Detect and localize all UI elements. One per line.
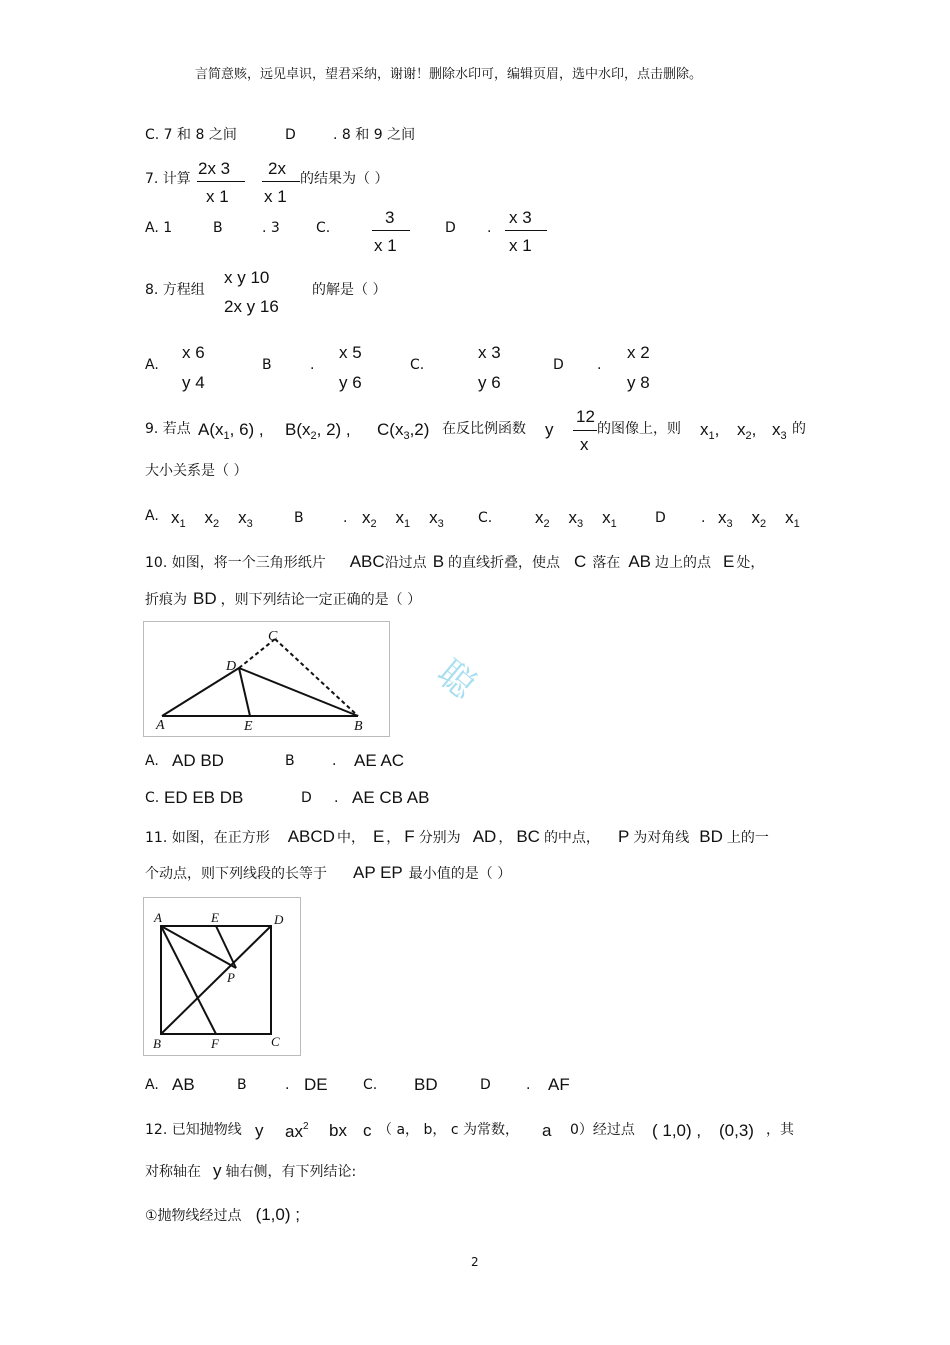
q9-option-d-label: D [655,510,666,526]
q9-func-denominator: x [580,435,589,454]
q10-option-b-label: B [285,753,295,769]
q8-option-d-x: x 2 [627,343,650,362]
q10-stem: 10. 如图，将一个三角形纸片 ABC沿过点 B 的直线折叠，使点 C 落在 AB 边上的点 E 处， [145,552,765,571]
q11-option-b-label: B [237,1077,247,1093]
label-b: B [354,719,363,734]
q9-func-bar [573,430,597,431]
q9-x1: $x_1$, [700,420,720,442]
q10-option-c-label: C. [145,790,160,806]
label-b: B [153,1036,161,1051]
q7-option-d-dot: . [487,220,492,236]
q12-a: a [542,1121,552,1140]
q8-option-a-x: x 6 [182,343,205,362]
q7-option-c-denominator: x 1 [374,236,397,255]
q9-option-a: $x_1$ $x_2$ $x_3$ [171,508,253,530]
q9-point-c: $C(x_3,2)$ [377,420,430,442]
q8-option-c-y: y 6 [478,373,501,392]
q7-option-d-denominator: x 1 [509,236,532,255]
q10-option-d-label: D [301,790,312,806]
q7-frac1-bar [197,181,245,182]
q8-option-b-label: B [262,357,272,373]
q12-zero-passes: 0）经过点 [570,1122,635,1138]
q9-option-d-dot: . [701,510,706,526]
q9-func-numerator: 12 [576,407,595,426]
q8-tail: 的解是（ ） [312,282,387,298]
label-c: C [268,629,278,644]
q10-option-b: AE AC [354,751,405,770]
folded-triangle-diagram [144,622,389,736]
q12-eq-ax2: $ax^2$ [285,1121,309,1141]
q9-x3: $x_3$ [772,420,787,442]
q11-stem-line2: 个动点，则下列线段的长等于 AP EP 最小值的是（ ） [145,863,512,882]
label-c: C [271,1034,280,1049]
label-a: A [154,910,162,925]
q10-option-a-label: A. [145,753,159,769]
q10-option-c: ED EB DB [164,788,244,807]
q7-frac2-bar [262,181,300,182]
q9-option-d: $x_3$ $x_2$ $x_1$ [718,508,800,530]
q7-option-d-label: D [445,220,456,236]
q12-line2: 对称轴在 y 轴右侧，有下列结论: [145,1161,357,1180]
q11-option-a: AB [172,1075,195,1094]
label-e: E [244,719,253,734]
q9-point-b: $B(x_2$, 2) , [285,420,351,442]
q11-stem: 11. 如图，在正方形 ABCD 中， E ， F 分别为 AD ， BC 的中点， P 为对角线 BD 上的一 [145,827,769,846]
q12-params: （ a， b， c 为常数， [378,1122,519,1138]
q7-option-c-numerator: 3 [385,208,395,227]
q11-figure [143,897,301,1056]
q9-x2: $x_2$, [737,420,757,442]
q10-option-a: AD BD [172,751,224,770]
q9-option-b: $x_2$ $x_1$ $x_3$ [362,508,444,530]
q11-option-d-label: D [480,1077,491,1093]
label-a: A [156,718,165,733]
q8-option-a-label: A. [145,357,159,373]
q9-stem: 9. 若点 [145,421,191,437]
q6-option-d: . 8 和 9 之间 [333,127,416,143]
q7-option-c-bar [372,230,410,231]
q12-stem: 12. 已知抛物线 [145,1122,242,1138]
q8-equation-2: 2x y 16 [224,297,279,316]
q9-option-c: $x_2$ $x_3$ $x_1$ [535,508,617,530]
q9-option-b-dot: . [343,510,348,526]
q7-frac2-numerator: 2x [268,159,286,178]
q7-option-b-label: B [213,220,223,236]
q7-stem: 7. 计算 [145,171,191,187]
q12-eq-y: y [255,1121,264,1140]
q7-frac1-denominator: x 1 [206,187,229,206]
q12-eq-bx: bx [329,1121,347,1140]
q8-equation-1: x y 10 [224,268,270,287]
q9-option-c-label: C. [478,510,493,526]
q7-option-d-numerator: x 3 [509,208,532,227]
q12-eq-c: c [363,1121,372,1140]
square-diagram [144,898,300,1055]
q7-frac2-denominator: x 1 [264,187,287,206]
q10-stem-line2: 折痕为 BD ，则下列结论一定正确的是（ ） [145,589,422,608]
q7-tail: 的结果为（ ） [300,171,389,187]
q12-item-1: ①抛物线经过点 (1,0) ; [145,1205,300,1224]
label-e: E [211,910,219,925]
q9-func-y: y [545,420,554,439]
label-f: F [211,1036,219,1051]
q9-option-a-label: A. [145,508,159,524]
q8-option-a-y: y 4 [182,373,205,392]
q11-option-d: AF [548,1075,570,1094]
label-p: P [227,970,235,985]
q11-option-a-label: A. [145,1077,159,1093]
page-number: 2 [471,1255,479,1269]
q10-option-d-dot: . [334,790,339,806]
q6-option-d-label: D [285,127,296,143]
q7-frac1-numerator: 2x 3 [198,159,231,178]
q8-option-d-dot: . [597,357,602,373]
q10-option-d: AE CB AB [352,788,430,807]
label-d: D [274,912,284,927]
q11-option-c: BD [414,1075,438,1094]
q8-option-d-y: y 8 [627,373,650,392]
q8-option-c-label: C. [410,357,425,373]
q8-option-b-y: y 6 [339,373,362,392]
q11-option-b: DE [304,1075,328,1094]
q9-de: 的 [792,421,806,437]
q8-stem: 8. 方程组 [145,282,205,298]
q8-option-d-label: D [553,357,564,373]
q9-line2: 大小关系是（ ） [145,463,248,479]
q6-option-c: C. 7 和 8 之间 [145,127,237,143]
q9-mid-text: 在反比例函数 [442,421,526,437]
q9-tail: 的图像上，则 [597,421,681,437]
q12-point-2: (0,3) [719,1121,754,1140]
q8-option-b-x: x 5 [339,343,362,362]
q8-option-b-dot: . [310,357,315,373]
q8-option-c-x: x 3 [478,343,501,362]
q9-point-a: $A(x_1$, 6) , [198,420,264,442]
q11-option-b-dot: . [285,1077,290,1093]
header-note: 言简意赅，远见卓识，望君采纳，谢谢！删除水印可，编辑页眉，选中水印，点击删除。 [195,67,703,82]
q7-option-c-label: C. [316,220,331,236]
q7-option-b: . 3 [262,220,280,236]
watermark: 聪 [429,652,484,708]
q7-option-a: A. 1 [145,220,173,236]
q12-tail: ，其 [766,1122,794,1138]
q12-point-1: ( 1,0) , [652,1121,702,1140]
label-d: D [226,659,237,674]
q7-option-d-bar [505,230,547,231]
q9-option-b-label: B [294,510,304,526]
q11-option-c-label: C. [363,1077,378,1093]
q10-option-b-dot: . [332,753,337,769]
q10-figure [143,621,390,737]
q11-option-d-dot: . [526,1077,531,1093]
